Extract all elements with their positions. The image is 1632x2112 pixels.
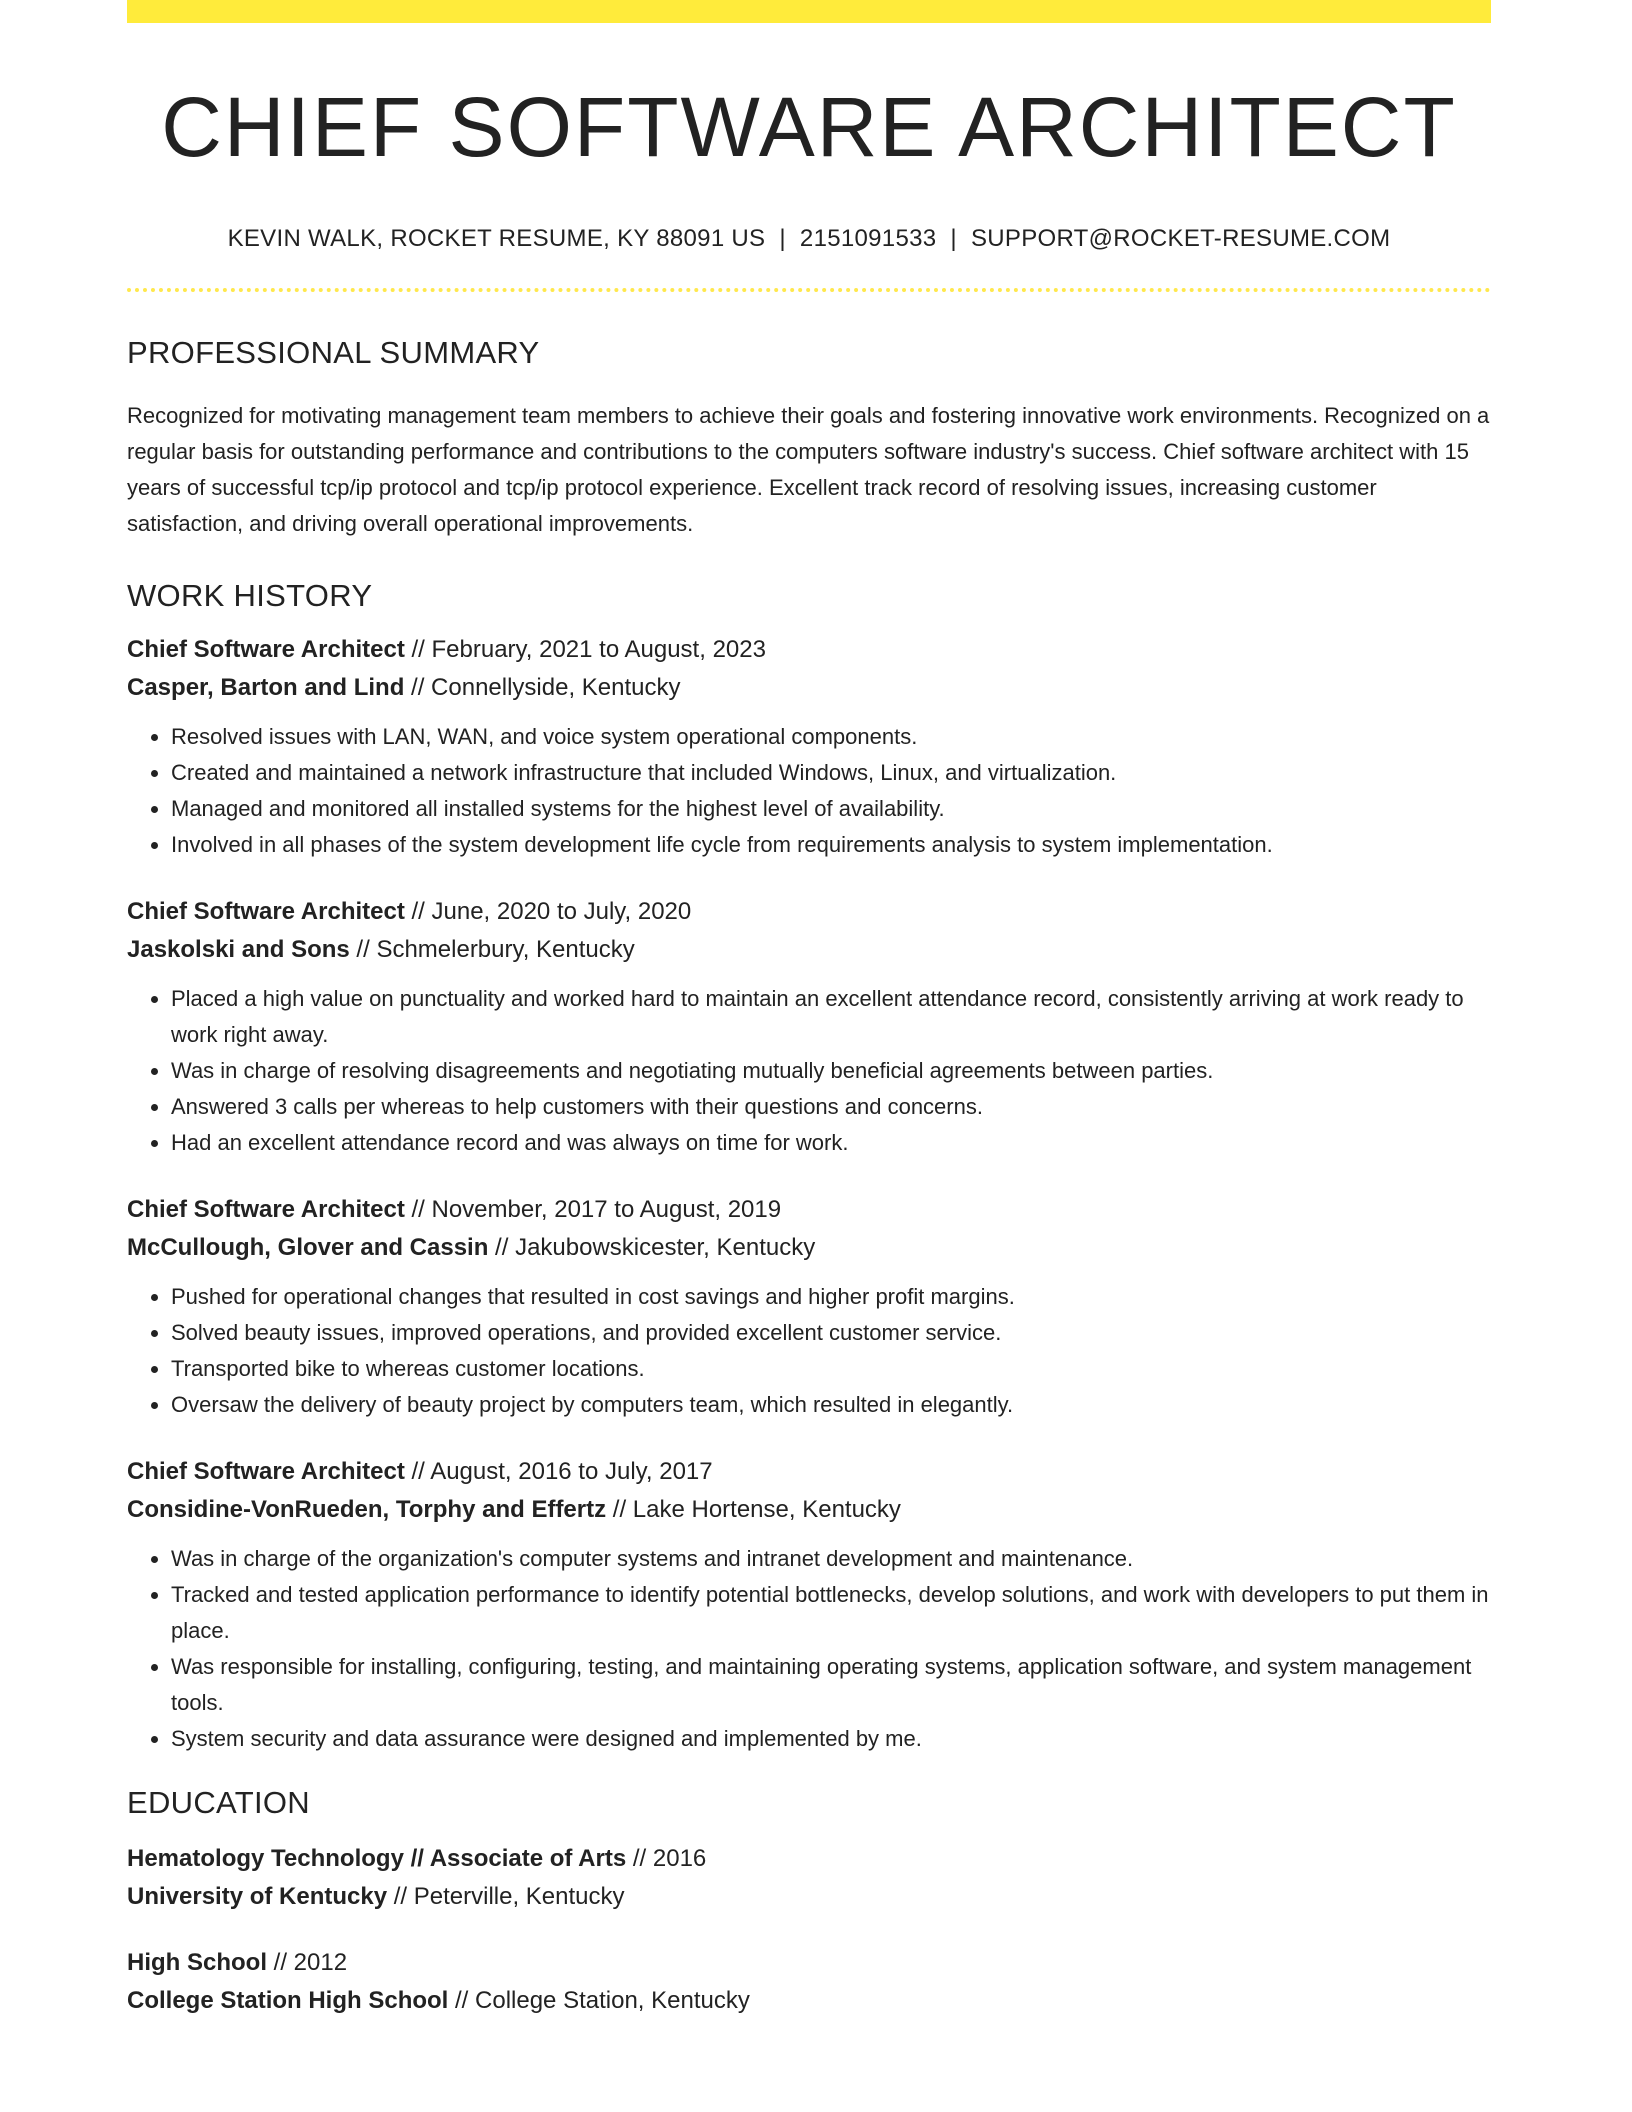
education-degree-line: Hematology Technology // Associate of Arts // 2016 — [127, 1845, 707, 1872]
job-bullet: • Managed and monitored all installed systems for the highest level of availability. — [171, 791, 1491, 827]
job-location: Connellyside, Kentucky — [431, 674, 681, 701]
education-year: 2012 — [293, 1949, 348, 1976]
job-company-line: McCullough, Glover and Cassin // Jakubowskicester, Kentucky — [127, 1234, 816, 1261]
job-dates: June, 2020 to July, 2020 — [431, 898, 692, 925]
contact-address: KEVIN WALK, ROCKET RESUME, KY 88091 US — [227, 225, 766, 252]
contact-line — [127, 227, 1491, 251]
job-bullet: • Placed a high value on punctuality and worked hard to maintain an excellent attendance record, consistently arriving at work ready to work right away. — [171, 981, 1491, 1053]
job-location: Lake Hortense, Kentucky — [632, 1496, 901, 1523]
job-bullets — [127, 1541, 1491, 1757]
job-company: Casper, Barton and Lind — [127, 674, 405, 701]
summary-text: Recognized for motivating management team members to achieve their goals and fostering innovative work environments. Recognized on a regular basis for outstanding performance and contributions to the computers software industry's success. Chief software architect with 15 years of successful tcp/ip protocol and tcp/ip protocol experience. Excellent track record of resolving issues, increasing customer satisfaction, and driving overall operational improvements. — [127, 403, 1490, 536]
job-location: Jakubowskicester, Kentucky — [515, 1234, 816, 1261]
job-title: Chief Software Architect — [127, 898, 405, 925]
job-dates: November, 2017 to August, 2019 — [431, 1196, 782, 1223]
job-bullet: • Had an excellent attendance record and was always on time for work. — [171, 1125, 1491, 1161]
job-bullet: • Created and maintained a network infrastructure that included Windows, Linux, and virtualization. — [171, 755, 1491, 791]
education-school-line: College Station High School // College Station, Kentucky — [127, 1987, 750, 2014]
job-bullets — [127, 1279, 1491, 1423]
job-entry — [127, 893, 1491, 1161]
education-location: College Station, Kentucky — [475, 1987, 750, 2014]
education-entry — [127, 1840, 1491, 1916]
job-bullet: • Was in charge of resolving disagreements and negotiating mutually beneficial agreements between parties. — [171, 1053, 1491, 1089]
job-company: Jaskolski and Sons — [127, 936, 350, 963]
summary-heading: PROFESSIONAL SUMMARY — [127, 335, 540, 370]
job-bullet: • Pushed for operational changes that resulted in cost savings and higher profit margins. — [171, 1279, 1491, 1315]
job-company: Considine-VonRueden, Torphy and Effertz — [127, 1496, 607, 1523]
job-location: Schmelerbury, Kentucky — [376, 936, 635, 963]
job-bullet: • Solved beauty issues, improved operations, and provided excellent customer service. — [171, 1315, 1491, 1351]
job-bullet: • Oversaw the delivery of beauty project by computers team, which resulted in elegantly. — [171, 1387, 1491, 1423]
job-dates: February, 2021 to August, 2023 — [431, 636, 766, 663]
education-year: 2016 — [652, 1845, 707, 1872]
job-bullet: • Was responsible for installing, configuring, testing, and maintaining operating systems, application software, and system management tools. — [171, 1649, 1491, 1721]
job-company-line: Considine-VonRueden, Torphy and Effertz // Lake Hortense, Kentucky — [127, 1496, 901, 1523]
contact-email: SUPPORT@ROCKET-RESUME.COM — [970, 225, 1391, 252]
job-company-line: Jaskolski and Sons // Schmelerbury, Kentucky — [127, 936, 635, 963]
job-bullet: • Answered 3 calls per whereas to help customers with their questions and concerns. — [171, 1089, 1491, 1125]
resume-page — [127, 0, 1491, 2020]
work-history-heading: WORK HISTORY — [127, 578, 373, 613]
job-title-line: Chief Software Architect // February, 2021 to August, 2023 — [127, 636, 766, 663]
contact-phone: 2151091533 — [799, 225, 937, 252]
job-bullet: • Tracked and tested application performance to identify potential bottlenecks, develop solutions, and work with developers to put them in place. — [171, 1577, 1491, 1649]
contact-separator: | — [779, 225, 786, 252]
dotted-divider — [127, 288, 1491, 292]
resume-title: CHIEF SOFTWARE ARCHITECT — [161, 80, 1457, 174]
education-list — [127, 1840, 1491, 2020]
education-degree: Hematology Technology // Associate of Arts — [127, 1845, 627, 1872]
job-bullet: • System security and data assurance were designed and implemented by me. — [171, 1721, 1491, 1757]
education-location: Peterville, Kentucky — [413, 1883, 625, 1910]
education-degree: High School — [127, 1949, 267, 1976]
job-bullets — [127, 981, 1491, 1161]
education-heading: EDUCATION — [127, 1785, 310, 1820]
job-entry — [127, 1453, 1491, 1757]
job-bullet: • Resolved issues with LAN, WAN, and voice system operational components. — [171, 719, 1491, 755]
accent-top-bar — [127, 0, 1491, 23]
contact-separator: | — [950, 225, 957, 252]
job-title-line: Chief Software Architect // November, 2017 to August, 2019 — [127, 1196, 782, 1223]
job-bullet: • Transported bike to whereas customer locations. — [171, 1351, 1491, 1387]
job-title-line: Chief Software Architect // June, 2020 to July, 2020 — [127, 898, 692, 925]
job-dates: August, 2016 to July, 2017 — [430, 1458, 713, 1485]
education-degree-line: High School // 2012 — [127, 1949, 348, 1976]
education-school: University of Kentucky — [127, 1883, 388, 1910]
job-bullet: • Was in charge of the organization's computer systems and intranet development and maintenance. — [171, 1541, 1491, 1577]
job-entry — [127, 631, 1491, 863]
job-company: McCullough, Glover and Cassin — [127, 1234, 489, 1261]
job-bullets — [127, 719, 1491, 863]
job-company-line: Casper, Barton and Lind // Connellyside, Kentucky — [127, 674, 681, 701]
job-entry — [127, 1191, 1491, 1423]
job-title: Chief Software Architect — [127, 636, 405, 663]
work-history-list — [127, 631, 1491, 1757]
education-entry — [127, 1944, 1491, 2020]
job-title: Chief Software Architect — [127, 1196, 405, 1223]
education-school-line: University of Kentucky // Peterville, Kentucky — [127, 1883, 625, 1910]
job-title: Chief Software Architect — [127, 1458, 405, 1485]
job-bullet: • Involved in all phases of the system development life cycle from requirements analysis to system implementation. — [171, 827, 1491, 863]
job-title-line: Chief Software Architect // August, 2016 to July, 2017 — [127, 1458, 713, 1485]
education-school: College Station High School — [127, 1987, 449, 2014]
